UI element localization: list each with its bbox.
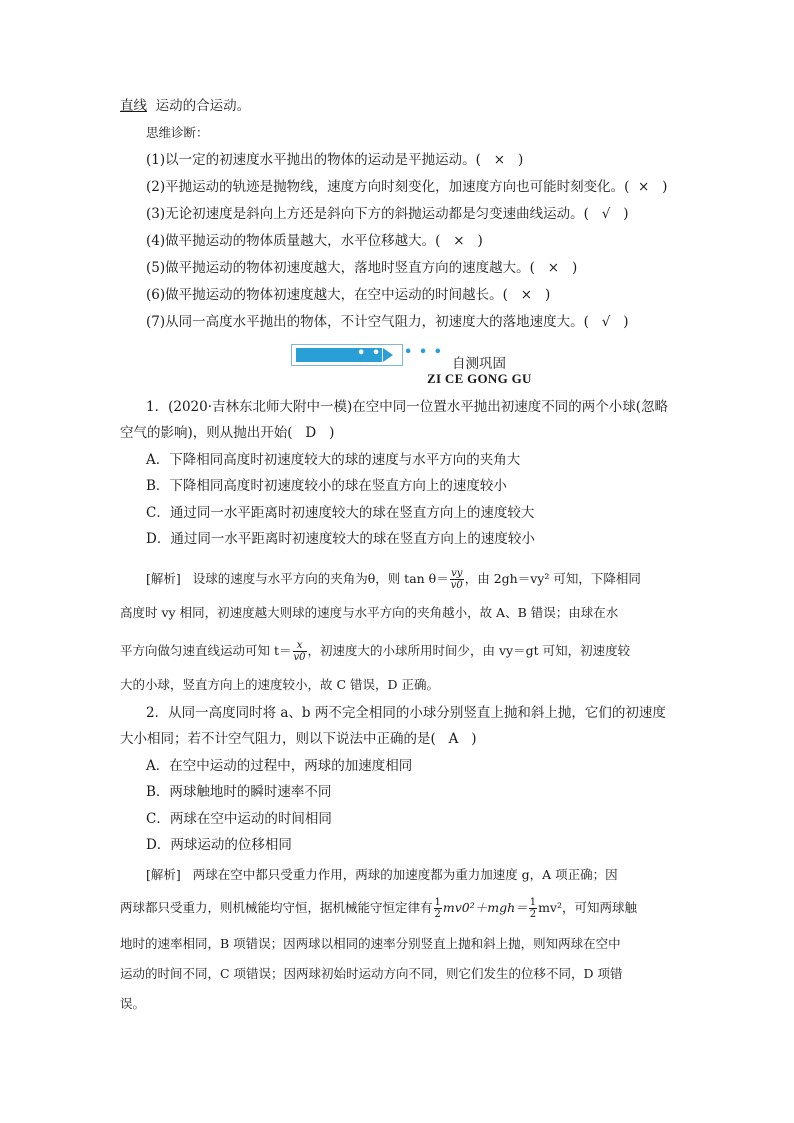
judgement-mark: ×	[520, 287, 533, 303]
q2-option-c: C．两球在空中运动的时间相同	[146, 811, 332, 827]
q2-analysis-formula: mv0²＋mgh＝	[442, 900, 528, 915]
q2-analysis-text: 两球在空中都只受重力作用，两球的加速度都为重力加速度 g，A 项正确；因	[192, 867, 618, 882]
section-banner	[291, 344, 403, 366]
q1-analysis-line3	[120, 640, 630, 663]
diagnosis-item-text: (5)做平抛运动的物体初速度越大，落地时竖直方向的速度越大。(	[146, 260, 535, 276]
diagnosis-item-text: (2)平抛运动的轨迹是抛物线，速度方向时刻变化，加速度方向也可能时刻变化。(	[146, 179, 630, 195]
diagnosis-item-4	[146, 232, 483, 250]
diagnosis-title: 思维诊断：	[146, 125, 209, 140]
q1-stem-line2	[120, 424, 334, 442]
q1-analysis-line2: 高度时 vy 相同，初速度越大则球的速度与水平方向的夹角越小，故 A、B 错误；由球在水	[120, 605, 619, 620]
q1-stem-line1: 1．(2020·吉林东北师大附中一模)在空中同一位置水平抛出初速度不同的两个小球(忽略	[146, 399, 669, 415]
q2-analysis-text: mv²，可知两球触	[538, 900, 637, 915]
q2-option-d: D．两球运动的位移相同	[146, 837, 292, 853]
q2-analysis-line5: 误。	[120, 996, 146, 1011]
judgement-mark: ×	[547, 260, 560, 276]
q2-stem-line1: 2．从同一高度同时将 a、b 两不完全相同的小球分别竖直上抛和斜上抛，它们的初速度	[146, 705, 666, 721]
intro-line	[120, 97, 250, 115]
banner-trailing-dots: • • •	[404, 345, 443, 360]
q2-answer: A	[448, 731, 459, 747]
q2-analysis-line3: 地时的速率相同，B 项错误；因两球以相同的速率分别竖直上抛和斜上抛，则知两球在空中	[120, 936, 621, 951]
q2-fraction-half-2	[529, 897, 537, 920]
fraction-denominator: v0	[450, 580, 463, 591]
diagnosis-item-6	[146, 286, 550, 304]
judgement-mark: √	[601, 206, 611, 222]
banner-arrow-icon	[383, 348, 393, 362]
fraction-denominator: v0	[293, 652, 306, 663]
close-paren: )	[544, 287, 551, 303]
q1-fraction-x-v0	[293, 640, 307, 663]
intro-underlined-answer: 直线	[120, 98, 147, 114]
fraction-numerator: 1	[529, 897, 537, 908]
close-paren: )	[517, 152, 524, 168]
q1-analysis-label: [解析]	[146, 571, 181, 586]
judgement-mark: ×	[637, 179, 650, 195]
close-paren: )	[471, 731, 477, 747]
intro-rest: 运动的合运动。	[155, 98, 251, 114]
q2-analysis-label: [解析]	[146, 867, 181, 882]
diagnosis-item-7	[146, 313, 629, 331]
q2-analysis-line2	[120, 897, 637, 920]
diagnosis-item-text: (7)从同一高度水平抛出的物体，不计空气阻力，初速度大的落地速度大。(	[146, 314, 589, 330]
q1-analysis-line4: 大的小球，竖直方向上的速度较小，故 C 错误，D 正确。	[120, 677, 440, 692]
close-paren: )	[623, 314, 629, 330]
q1-analysis-text: ，初速度大的小球所用时间少，由 vy＝gt 可知，初速度较	[307, 643, 631, 658]
fraction-denominator: 2	[434, 909, 441, 920]
fraction-denominator: 2	[529, 909, 537, 920]
q1-analysis-text: ，由 2gh＝vy² 可知，下降相同	[464, 571, 641, 586]
diagnosis-item-1	[146, 151, 523, 169]
q1-option-c: C．通过同一水平距离时初速度较大的球在竖直方向上的速度较大	[146, 505, 535, 521]
q2-fraction-half-1	[434, 897, 442, 920]
diagnosis-item-2	[146, 178, 667, 196]
close-paren: )	[571, 260, 578, 276]
judgement-mark: ×	[453, 233, 465, 249]
q2-stem-line2	[120, 730, 477, 748]
diagnosis-item-text: (6)做平抛运动的物体初速度越大，在空中运动的时间越长。(	[146, 287, 508, 303]
q1-option-d: D．通过同一水平距离时初速度较大的球在竖直方向上的速度较小	[146, 531, 535, 547]
section-pinyin: ZI CE GONG GU	[427, 371, 532, 386]
diagnosis-item-3	[146, 205, 629, 223]
q2-analysis-line1	[146, 866, 618, 884]
q1-option-b: B．下降相同高度时初速度较小的球在竖直方向上的速度较小	[146, 478, 507, 494]
fraction-numerator: 1	[434, 897, 441, 908]
q1-analysis-text: 平方向做匀速直线运动可知 t＝	[120, 643, 292, 658]
fraction-numerator: x	[293, 640, 307, 652]
q2-stem-text: 大小相同；若不计空气阻力，则以下说法中正确的是(	[120, 731, 436, 747]
banner-dots: • • •	[357, 346, 396, 361]
diagnosis-item-text: (1)以一定的初速度水平抛出的物体的运动是平抛运动。(	[146, 152, 481, 168]
judgement-mark: ×	[493, 152, 506, 168]
close-paren: )	[623, 206, 629, 222]
diagnosis-item-text: (3)无论初速度是斜向上方还是斜向下方的斜抛运动都是匀变速曲线运动。(	[146, 206, 589, 222]
section-title: 自测巩固	[452, 356, 506, 372]
diagnosis-item-5	[146, 259, 577, 277]
close-paren: )	[662, 179, 668, 195]
q1-option-a: A．下降相同高度时初速度较大的球的速度与水平方向的夹角大	[146, 452, 521, 468]
fraction-numerator: vy	[451, 568, 463, 579]
q1-stem-text: 空气的影响)，则从抛出开始(	[120, 425, 293, 441]
q1-fraction-vy-v0	[450, 568, 464, 591]
diagnosis-item-text: (4)做平抛运动的物体质量越大，水平位移越大。(	[146, 233, 441, 249]
close-paren: )	[477, 233, 483, 249]
q1-analysis-text: 设球的速度与水平方向的夹角为θ，则 tan θ＝	[192, 571, 449, 586]
close-paren: )	[329, 425, 335, 441]
q2-option-b: B．两球触地时的瞬时速率不同	[146, 784, 332, 800]
q2-analysis-line4: 运动的时间不同，C 项错误；因两球初始时运动方向不同，则它们发生的位移不同，D 项错	[120, 966, 623, 981]
judgement-mark: √	[601, 314, 611, 330]
q1-answer: D	[305, 425, 317, 441]
q2-analysis-text: 两球都只受重力，则机械能均守恒，据机械能守恒定律有	[120, 900, 433, 915]
q1-analysis-line1	[146, 568, 641, 591]
q2-option-a: A．在空中运动的过程中，两球的加速度相同	[146, 758, 413, 774]
